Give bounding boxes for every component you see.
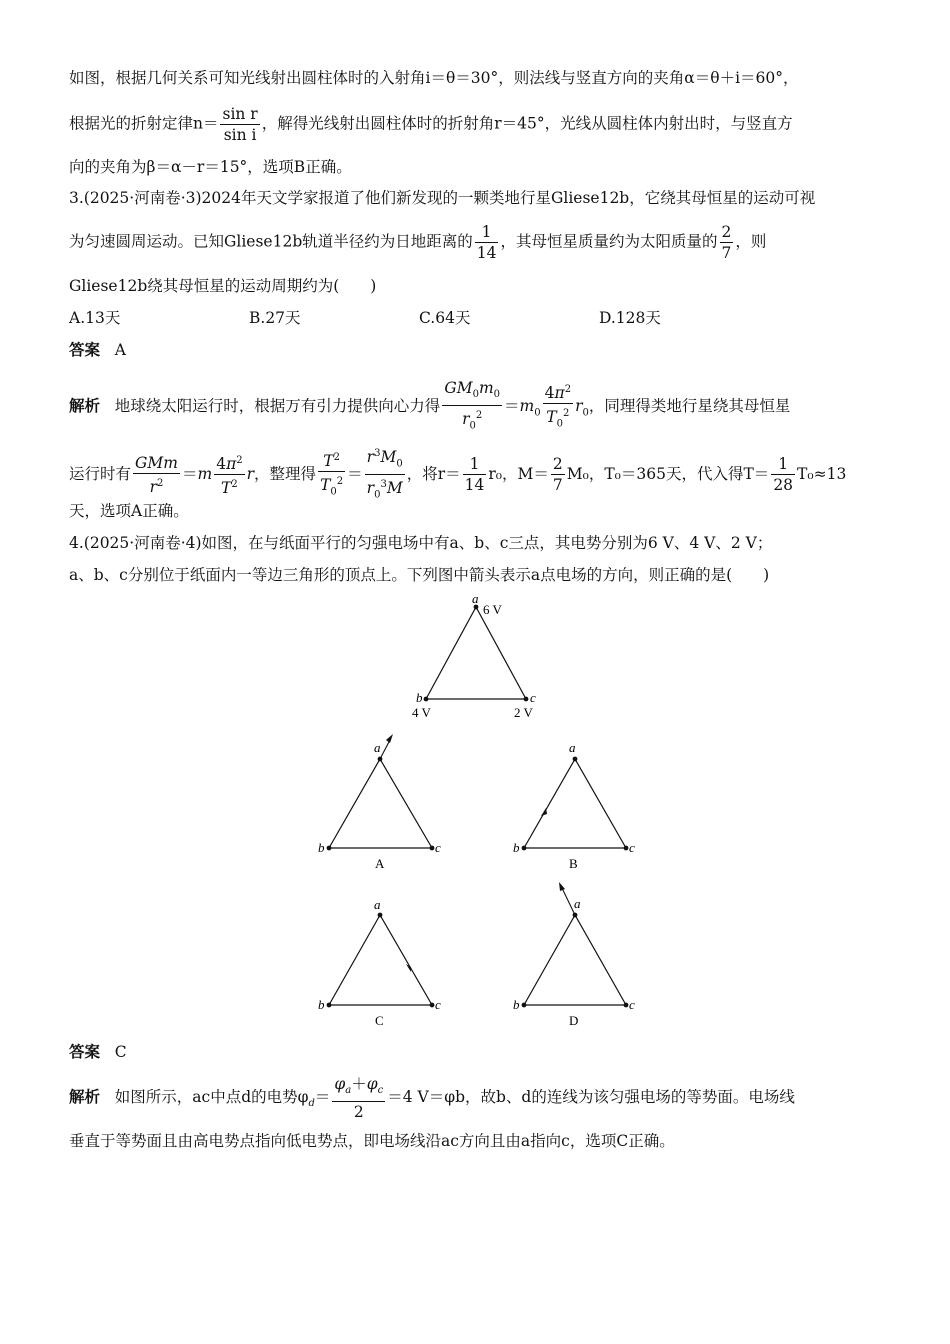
q4-answer: 答案 C [69, 1042, 127, 1061]
svg-text:a: a [374, 897, 381, 912]
svg-text:b: b [318, 840, 325, 855]
svg-text:b: b [513, 997, 520, 1012]
option-a-caption: A [375, 856, 385, 871]
snell-fraction: $\frac{\text{sin r}}{\text{sin i}}$ [222, 105, 258, 144]
svg-text:c: c [435, 997, 441, 1012]
svg-text:b: b [318, 997, 325, 1012]
arrow-d-head [559, 882, 565, 891]
q3-analysis-line1: 解析 地球绕太阳运行时，根据万有引力提供向心力得 $\frac{GM_0m_0}{r_0^2}$ $=m_0$ $\frac{4\pi^2}{T_0^2}$ $r_0$，同理得类地行星绕其母恒星 [69, 379, 791, 432]
option-c-caption: C [375, 1013, 384, 1028]
q3-analysis-line3: 天，选项A正确。 [69, 502, 189, 520]
main-label-c: c [530, 690, 536, 705]
arrow-a-head [386, 734, 393, 743]
option-b-caption: B [569, 856, 578, 871]
main-label-a: a [472, 592, 479, 606]
q4-option-a-figure [310, 728, 460, 873]
svg-text:b: b [513, 840, 520, 855]
q4-line2: a、b、c分别位于纸面内一等边三角形的顶点上。下列图中箭头表示a点电场的方向，则正确的是( ) [69, 566, 770, 584]
q3-radius-fraction: $\frac{1}{14}$ [476, 223, 497, 262]
q3-option-b: B.27天 [249, 309, 301, 327]
q3-analysis-line2: 运行时有 $\frac{\text{GMm}}{r^2}$ ＝m $\frac{4\pi^2}{T^2}$ r，整理得 $\frac{T^2}{T_0^2}$ ＝ $\frac{r^3M_0}{r_0^3M}$ ，将r＝ $\frac{1}{14}$ r₀，M＝ $\frac{2}{7}$ M₀，T₀＝365天，代入得T＝ $\frac{1}{28}$ T₀≈13 [69, 444, 846, 506]
q4-line1: 4.(2025·河南卷·4)如图，在与纸面平行的匀强电场中有a、b、c三点，其电势分别为6 V、4 V、2 V； [69, 534, 773, 552]
q4-option-d-figure [504, 876, 654, 1033]
main-voltage-a: 6 V [483, 602, 502, 617]
svg-text:c: c [629, 840, 635, 855]
q3-mass-fraction: $\frac{2}{7}$ [721, 223, 732, 262]
q3-line3: Gliese12b绕其母恒星的运动周期约为( ) [69, 277, 377, 295]
q3-option-d: D.128天 [599, 309, 661, 327]
sol2-line1: 如图，根据几何关系可知光线射出圆柱体时的入射角i＝θ＝30°，则法线与竖直方向的夹角α＝θ＋i＝60°， [69, 69, 799, 87]
sol2-line3: 向的夹角为β＝α－r＝15°，选项B正确。 [69, 158, 352, 176]
q3-answer: 答案 A [69, 340, 126, 359]
q3-option-a: A.13天 [69, 309, 121, 327]
q4-option-b-figure [504, 728, 654, 873]
svg-text:a: a [569, 740, 576, 755]
q3-option-c: C.64天 [419, 309, 471, 327]
main-label-b: b [416, 690, 423, 705]
sol2-line2: 根据光的折射定律n＝ $\frac{\text{sin r}}{\text{sin i}}$ ，解得光线射出圆柱体时的折射角r＝45°，光线从圆柱体内射出时，与竖直方 [69, 105, 793, 144]
main-voltage-b: 4 V [412, 705, 431, 720]
q4-analysis-line1: 解析 如图所示，ac中点d的电势$\varphi_d=$ $\frac{\varphi_a+\varphi_c}{2}$ ＝4 V＝φb，故b、d的连线为该匀强电场的等势面。电场线 [69, 1075, 795, 1122]
q3-line1: 3.(2025·河南卷·3)2024年天文学家报道了他们新发现的一颗类地行星Gliese12b，它绕其母恒星的运动可视 [69, 189, 816, 207]
main-voltage-c: 2 V [514, 705, 533, 720]
q3-line2: 为匀速圆周运动。已知Gliese12b轨道半径约为日地距离的 $\frac{1}{14}$ ，其母恒星质量约为太阳质量的 $\frac{2}{7}$ ，则 [69, 223, 767, 262]
q4-option-c-figure [310, 888, 460, 1033]
svg-text:c: c [435, 840, 441, 855]
q4-analysis-line2: 垂直于等势面且由高电势点指向低电势点，即电场线沿ac方向且由a指向c，选项C正确。 [69, 1132, 675, 1150]
q4-main-triangle-figure [400, 592, 560, 724]
svg-text:a: a [374, 740, 381, 755]
option-d-caption: D [569, 1013, 579, 1028]
arrow-b-head [541, 808, 547, 816]
svg-text:a: a [574, 896, 581, 911]
svg-text:c: c [629, 997, 635, 1012]
